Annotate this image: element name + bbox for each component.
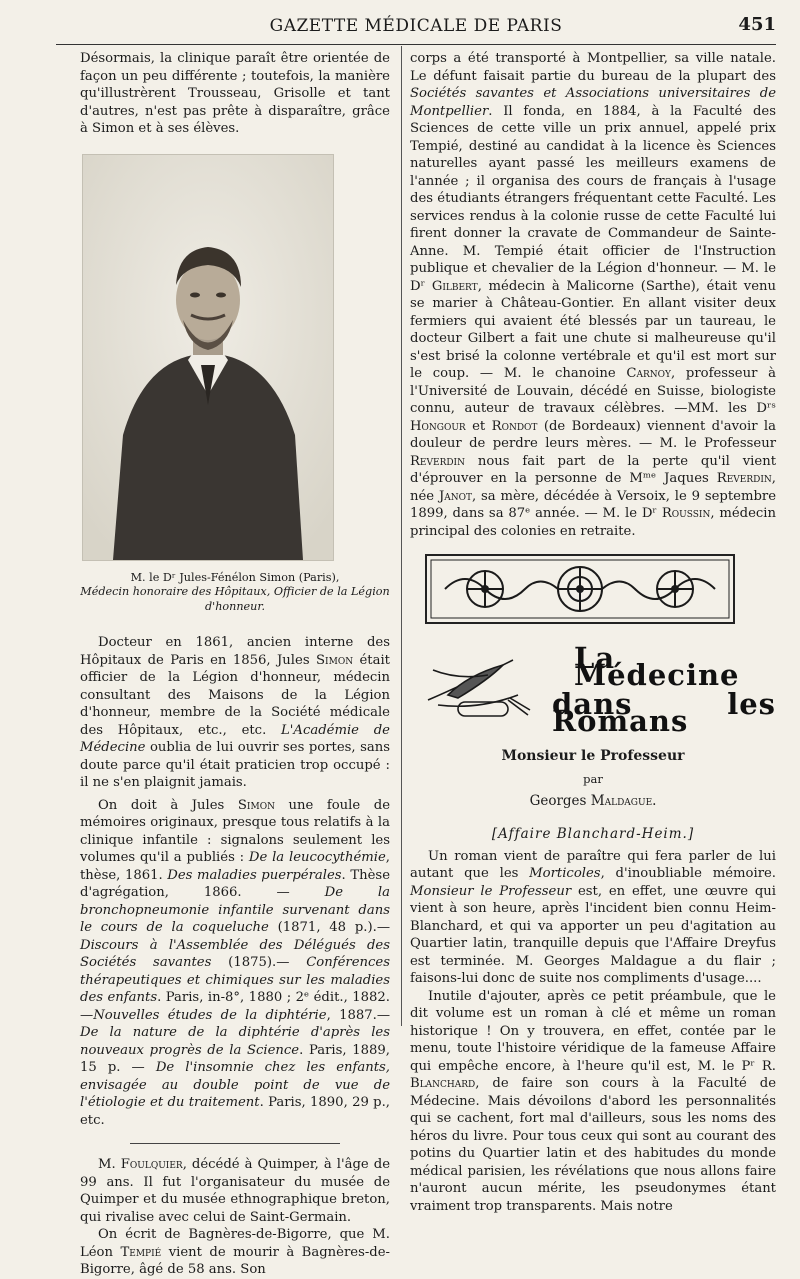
left-column [80,50,390,1279]
biography-paragraph: Docteur en 1861, ancien interne des Hôpitaux de Paris en 1856, Jules Simon était officier de la Légion d'honneur, médecin consultant des Maisons de la Légion d'honneur, membre de la Société médicale des Hôpitaux, etc., etc. L'Académie de Médecine oublia de lui ouvrir ses portes, sans doute parce qu'il était praticien trop occupé : il ne s'en plaignit jamais. [80,635,390,790]
novel-title: Monsieur le Professeur [501,747,685,764]
portrait-illustration [83,155,333,560]
quill-scroll-icon [418,640,538,730]
works-paragraph: On doit à Jules Simon une foule de mémoires originaux, presque tous relatifs à la clinique infantile : signalons seulement les volumes qu'il a publiés : De la leucocythémie, thèse, 1861. Des maladies puerpérales. Thèse d'agrégation, 1866. — De la bronchopneumonie infantile survenant dans le cours de la coqueluche (1871, 48 p.).— Discours à l'Assemblée des Délégués des Sociétés savantes (1875).— Conférences thérapeutiques et chimiques sur les maladies des enfants. Paris, in-8°, 1880 ; 2ᵉ édit., 1882. —Nouvelles études de la diphtérie, 1887.— De la nature de la diphtérie d'après les nouveaux progrès de la Science. Paris, 1889, 15 p. — De l'insomnie chez les enfants, envisagée au double point de vue de l'étiologie et du traitement. Paris, 1890, 29 p., etc. [80,797,391,1128]
novel-subtitle: [Affaire Blanchard-Heim.] [491,826,695,842]
ornamental-banner [425,554,735,624]
section-title-line1: La Médecine [574,640,740,692]
review-paragraph-1: Un roman vient de paraître qui fera parler de lui autant que les Morticoles, d'inoubliable mémoire. Monsieur le Professeur est, en effet, une œuvre qui vient à son heure, après l'incident bien connu Heim-Blanchard, et qui va apporter un peu d'agitation au Quartier latin, tranquille depuis que l'Affaire Dreyfus est terminée. M. Georges Maldague a du flair ; faisons-lui donc de suite nos compliments d'usage.... [410,848,776,986]
tempie-paragraph: On écrit de Bagnères-de-Bigorre, que M. Léon Tempié vient de mourir à Bagnères-de-Bigorre, âgé de 58 ans. Son [80,1227,390,1277]
section-heading [410,634,776,744]
caption-name: M. le Dʳ Jules-Fénélon Simon (Paris), [130,570,340,584]
portrait-caption [80,571,390,615]
novel-by: par [583,772,603,786]
page-header [56,14,776,45]
caption-title: Médecin honoraire des Hôpitaux, Officier de la Légion d'honneur. [80,585,390,613]
intro-paragraph: Désormais, la clinique paraît être orientée de façon un peu différente ; toutefois, la manière qu'illustrèrent Trousseau, Grisolle et tant d'autres, n'est pas prête à disparaître, grâce à Simon et à ses élèves. [80,51,390,136]
novel-author: Georges Maldague. [529,792,657,809]
column-divider [401,46,402,1026]
necrology-paragraph: corps a été transporté à Montpellier, sa ville natale. Le défunt faisait partie du bureau de la plupart des Sociétés savantes et Associations universitaires de Montpellier. Il fonda, en 1884, à la Faculté des Sciences de cette ville un prix annuel, appelé prix Tempié, destiné au candidat à la licence ès Sciences naturelles ayant passé les meilleurs examens de l'année ; il organisa des cours de français à l'usage des étudiants étrangers fréquentant cette Faculté. Les services rendus à la colonie russe de cette Faculté lui firent donner la cravate de Commandeur de Sainte-Anne. M. Tempié était officier de l'Instruction publique et chevalier de la Légion d'honneur. — M. le Dʳ Gilbert, médecin à Malicorne (Sarthe), était venu se marier à Château-Gontier. En allant visiter deux fermiers qui avaient été blessés par un taureau, le docteur Gilbert a fait une chute si malheureuse qu'il s'est brisé la colonne vertébrale et qu'il est mort sur le coup. — M. le chanoine Carnoy, professeur à l'Université de Louvain, décédé en Suisse, biologiste connu, auteur de travaux célèbres. —MM. les Dʳˢ Hongour et Rondot (de Bordeaux) viennent d'avoir la douleur de perdre leurs mères. — M. le Professeur Reverdin nous fait part de la perte qu'il vient d'éprouver en la personne de Mᵐᵉ Jaques Reverdin, née Janot, sa mère, décédée à Versoix, le 9 septembre 1899, dans sa 87ᵉ année. — M. le Dʳ Roussin, médecin principal des colonies en retraite. [410,51,777,539]
journal-title: GAZETTE MÉDICALE DE PARIS [269,16,563,36]
right-column [410,50,776,1215]
section-title-line2: dans les Romans [552,686,776,738]
page-number: 451 [738,14,776,35]
foulquier-paragraph: M. Foulquier, décédé à Quimper, à l'âge de 99 ans. Il fut l'organisateur du musée de Quimper et du musée ethnographique breton, qui rivalise avec celui de Saint-Germain. [80,1157,390,1225]
review-paragraph-2: Inutile d'ajouter, après ce petit préambule, que le dit volume est un roman à clé et même un roman historique ! On y trouvera, en effet, contée par le menu, toute l'histoire véridique de la fameuse Affaire qui empêche encore, à l'heure qu'il est, M. le Pʳ R. Blanchard, de faire son cours à la Faculté de Médecine. Mais dévoilons d'abord les personnalités qui se cachent, fort mal d'ailleurs, sous les noms des héros du livre. Pour tous ceux qui sont au courant des potins du Quartier latin et des habitudes du monde médical parisien, les révélations que nous allons faire n'auront aucun mérite, les pseudonymes étant vraiment trop transparents. Mais notre [410,988,776,1214]
section-separator [130,1143,340,1144]
portrait-photo [82,154,334,561]
